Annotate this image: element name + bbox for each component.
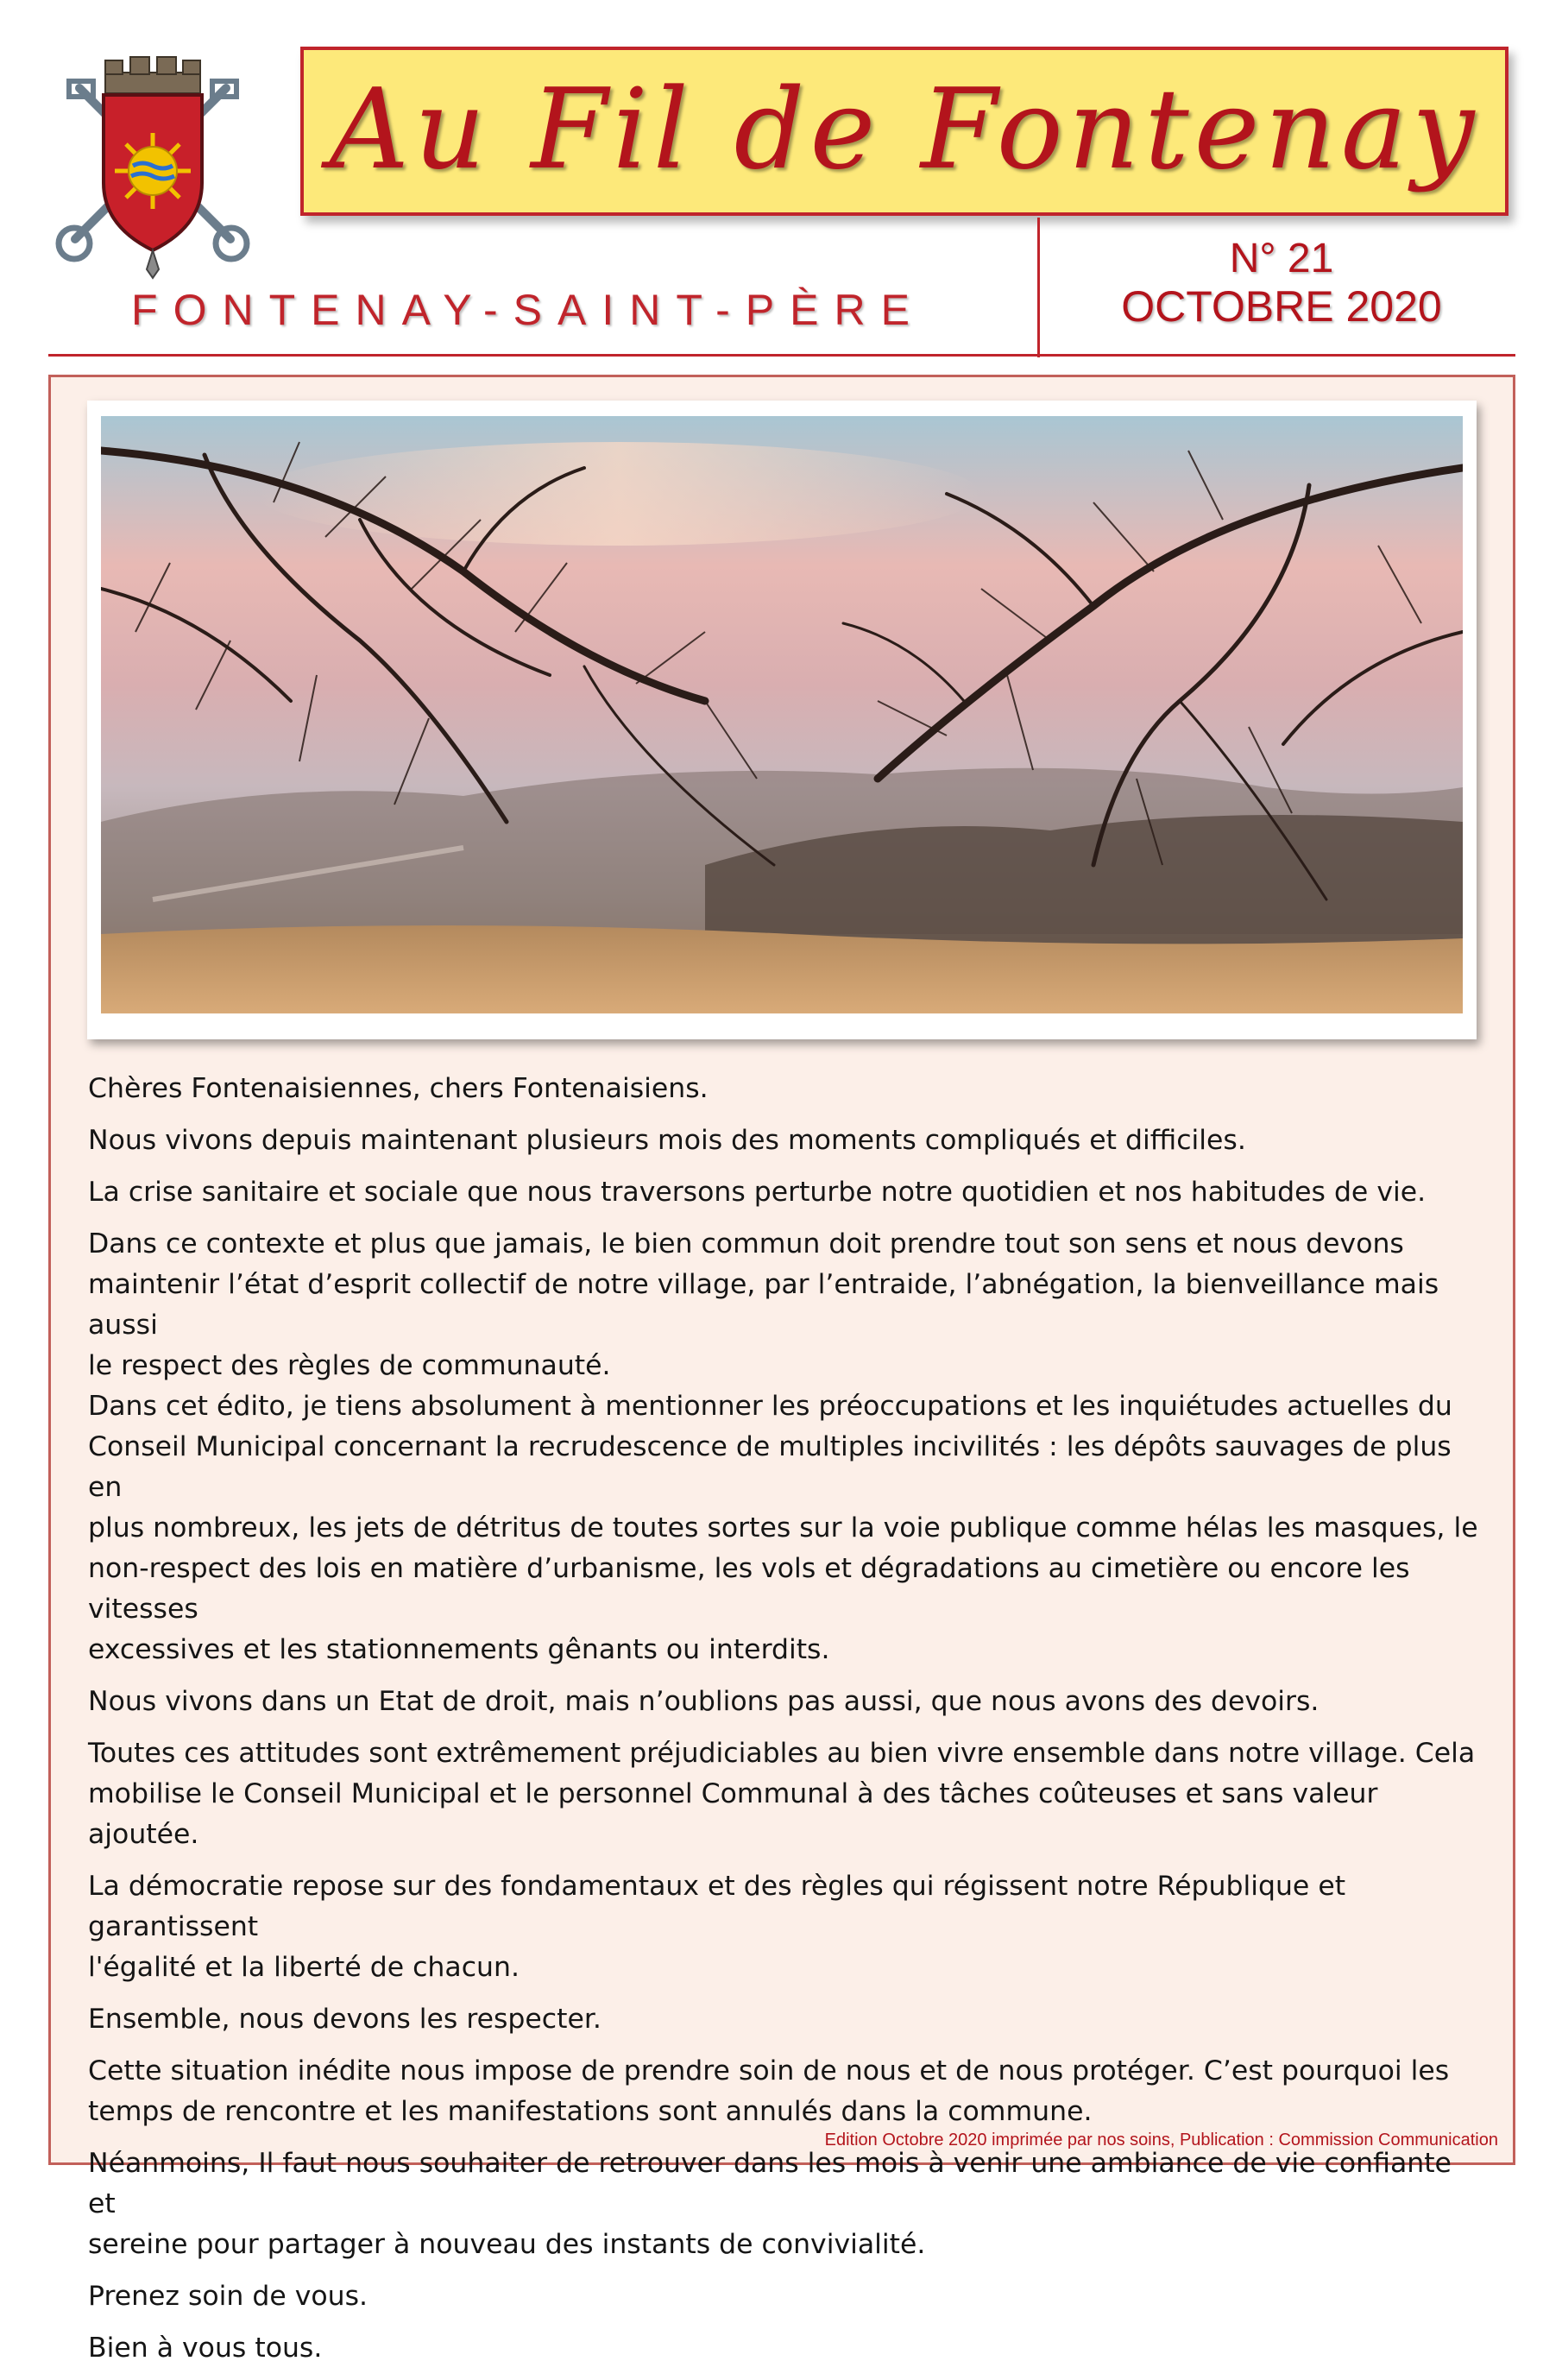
photo-frame bbox=[87, 401, 1477, 1039]
edito-paragraph: Nous vivons dans un Etat de droit, mais n’oublions pas aussi, que nous avons des devoirs. bbox=[88, 1686, 1320, 1717]
header-divider-vertical bbox=[1037, 218, 1040, 357]
header-divider-horizontal bbox=[48, 354, 1515, 357]
edito-paragraph: Bien à vous tous. bbox=[88, 2333, 323, 2364]
edito-paragraph: Cette situation inédite nous impose de prendre soin de nous et de nous protéger. C’est pourquoi les temps de rencontre et les manifestations sont annulés dans la commune. bbox=[88, 2055, 1450, 2127]
masthead-title-box bbox=[300, 47, 1508, 216]
edito-paragraph: Prenez soin de vous. bbox=[88, 2281, 368, 2312]
issue-date: OCTOBRE 2020 bbox=[1121, 282, 1442, 331]
issue-number: N° 21 bbox=[1229, 236, 1334, 281]
edito-paragraph: La démocratie repose sur des fondamentaux et des règles qui régissent notre République et garantissent l'égalité et la liberté de chacun. bbox=[88, 1871, 1346, 1983]
edito-paragraph: Nous vivons depuis maintenant plusieurs mois des moments compliqués et difficiles. bbox=[88, 1125, 1246, 1156]
landscape-photo bbox=[101, 416, 1463, 1013]
edito-paragraph: Chères Fontenaisiennes, chers Fontenaisiens. bbox=[88, 1073, 709, 1104]
edito-paragraph: Ensemble, nous devons les respecter. bbox=[88, 2004, 601, 2035]
edito-paragraph: Toutes ces attitudes sont extrêmement préjudiciables au bien vivre ensemble dans notre village. Cela mobilise le Conseil Municipal et le personnel Communal à des tâches coûteuses et sans valeur ajoutée. bbox=[88, 1738, 1476, 1850]
town-name: FONTENAY-SAINT-PÈRE bbox=[131, 286, 925, 334]
edito-paragraph: La crise sanitaire et sociale que nous traversons perturbe notre quotidien et nos habitudes de vie. bbox=[88, 1177, 1427, 1208]
edito-paragraph: Dans ce contexte et plus que jamais, le bien commun doit prendre tout son sens et nous devons maintenir l’état d’esprit collectif de notre village, par l’entraide, l’abnégation, la bienveillance mais aussi le respect des règles de communauté. Dans cet édito, je tiens absolument à mentionner les préoccupations et les inquiétudes actuelles du Conseil Municipal concernant la recrudescence de multiples incivilités : les dépôts sauvages de plus en plus nombreux, les jets de détritus de toutes sortes sur la voie publique comme hélas les masques, le non-respect des lois en matière d’urbanisme, les vols et dégradations au cimetière ou encore les vitesses excessives et les stationnements gênants ou interdits. bbox=[88, 1228, 1478, 1665]
mural-crown-icon bbox=[105, 57, 200, 93]
newsletter-title: Au Fil de Fontenay bbox=[329, 66, 1480, 194]
editorial-text bbox=[88, 1069, 1486, 2380]
coat-of-arms-emblem bbox=[54, 54, 252, 280]
footer-credit: Edition Octobre 2020 imprimée par nos soins, Publication : Commission Communication bbox=[824, 2131, 1498, 2150]
edito-paragraph: Néanmoins, Il faut nous souhaiter de retrouver dans les mois à venir une ambiance de vie confiante et sereine pour partager à nouveau des instants de convivialité. bbox=[88, 2148, 1452, 2260]
sun-icon bbox=[115, 133, 191, 209]
sword-icon bbox=[147, 250, 159, 278]
